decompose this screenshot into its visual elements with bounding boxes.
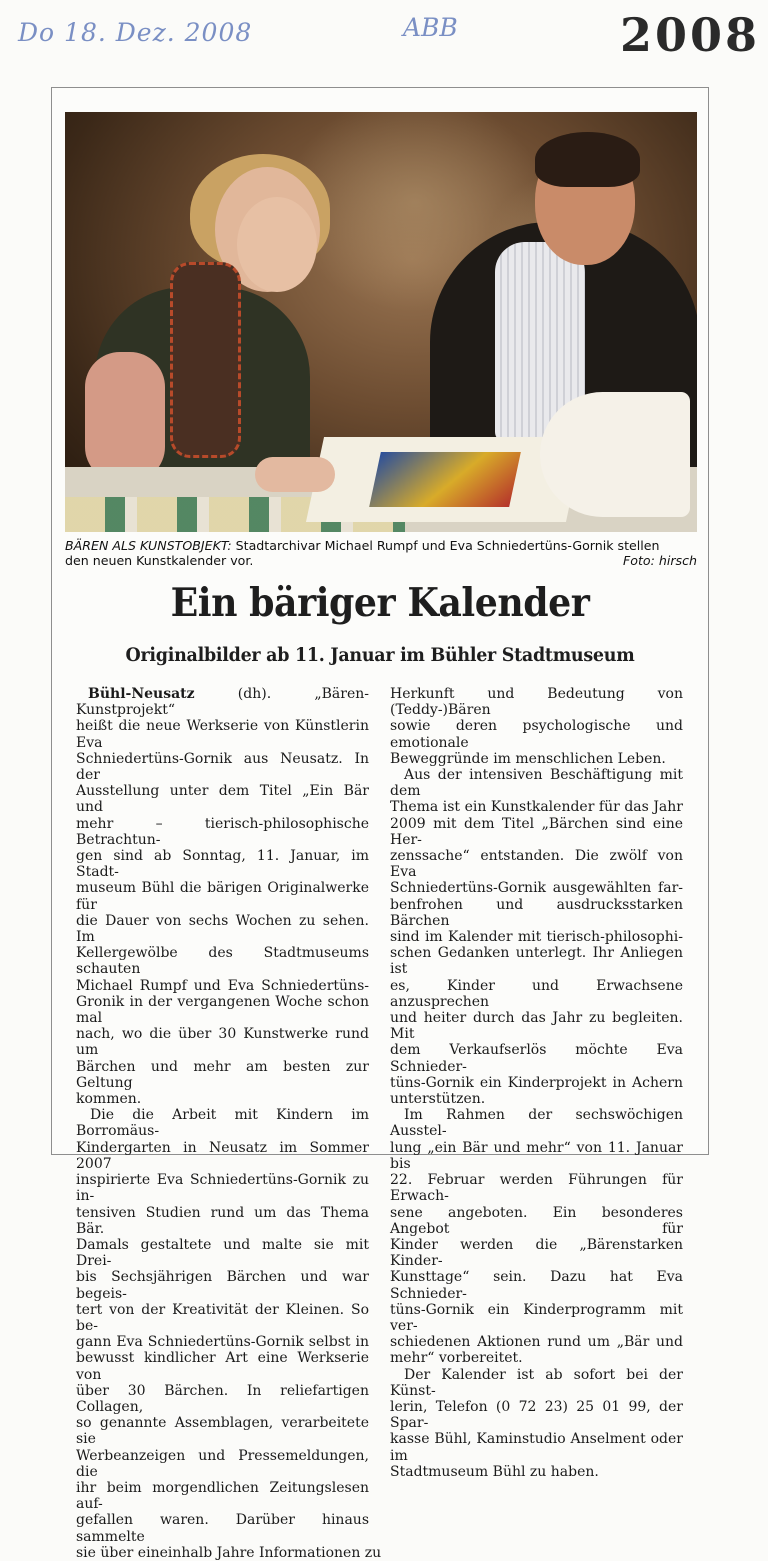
text-line: 2009 mit dem Titel „Bärchen sind eine Her-: [390, 815, 683, 848]
text-line: gann Eva Schniedertüns-Gornik selbst in: [76, 1334, 369, 1351]
text-line: Ausstellung unter dem Titel „Ein Bär und: [76, 783, 369, 816]
text-line: Aus der intensiven Beschäftigung mit dem: [390, 767, 683, 800]
text-line: Bärchen und mehr am besten zur Geltung: [76, 1058, 369, 1091]
text-line: mehr – tierisch-philosophische Betrachtun-: [76, 815, 369, 848]
text-line: und heiter durch das Jahr zu begleiten. Mit: [390, 1010, 683, 1043]
text-line: sie über eineinhalb Jahre Informationen zu: [76, 1544, 382, 1561]
text-line: unterstützen.: [390, 1091, 486, 1108]
text-line: benfrohen und ausdrucksstarken Bärchen: [390, 896, 683, 929]
article-column-left: [76, 686, 382, 1561]
text-line: museum Bühl die bärigen Originalwerke für: [76, 880, 369, 913]
text-line: Kellergewölbe des Stadtmuseums schauten: [76, 945, 369, 978]
text-line: schen Gedanken unterlegt. Ihr Anliegen ist: [390, 945, 683, 978]
text-line: Kindergarten in Neusatz im Sommer 2007: [76, 1139, 369, 1172]
text-line: kasse Bühl, Kaminstudio Anselment oder im: [390, 1431, 683, 1464]
text-line: Werbeanzeigen und Pressemeldungen, die: [76, 1447, 369, 1480]
text-line: Der Kalender ist ab sofort bei der Künst-: [390, 1366, 683, 1399]
text-line: Im Rahmen der sechswöchigen Ausstel-: [390, 1107, 683, 1140]
text-line: die Dauer von sechs Wochen zu sehen. Im: [76, 912, 369, 946]
text-line: 22. Februar werden Führungen für Erwach-: [390, 1172, 683, 1205]
text-line: Beweggründe im menschlichen Leben.: [390, 750, 666, 767]
text-line: Thema ist ein Kunstkalender für das Jahr: [390, 799, 683, 816]
article-photo: [65, 112, 697, 532]
text-line: Kinder werden die „Bärenstarken Kinder-: [390, 1236, 683, 1270]
article-subhead: Originalbilder ab 11. Januar im Bühler Stadtmuseum: [125, 644, 635, 666]
text-line: heißt die neue Werkserie von Künstlerin Eva: [76, 718, 369, 751]
text-line: Herkunft und Bedeutung von (Teddy-)Bären: [390, 686, 683, 719]
text-line: sind im Kalender mit tierisch-philosophi-: [390, 929, 683, 946]
text-line: sowie deren psychologische und emotionale: [390, 718, 683, 751]
photo-credit: Foto: hirsch: [623, 553, 697, 568]
handwritten-year: 2008: [620, 8, 761, 62]
handwritten-initials: ABB: [403, 13, 458, 42]
caption-lead: BÄREN ALS KUNSTOBJEKT:: [65, 538, 232, 553]
photo-caption: [65, 538, 697, 568]
text-line: schiedenen Aktionen rund um „Bär und: [390, 1334, 683, 1351]
text-line: bis Sechsjährigen Bärchen und war begeis-: [76, 1269, 369, 1302]
text-line: gefallen waren. Darüber hinaus sammelte: [76, 1512, 369, 1545]
text-line: gen sind ab Sonntag, 11. Januar, im Stadt-: [76, 848, 369, 881]
text-line: mehr“ vorbereitet.: [390, 1350, 523, 1367]
text-line: lerin, Telefon (0 72 23) 25 01 99, der Spar-: [390, 1398, 683, 1432]
text-line: inspirierte Eva Schniedertüns-Gornik zu in-: [76, 1172, 369, 1205]
text-line: tüns-Gornik ein Kinderprogramm mit ver-: [390, 1301, 683, 1334]
text-line: ihr beim morgendlichen Zeitungslesen auf-: [76, 1479, 369, 1513]
caption-text: Stadtarchivar Michael Rumpf und Eva Schniedertüns-Gornik stellen: [235, 538, 660, 553]
text-line: zenssache“ entstanden. Die zwölf von Eva: [390, 848, 683, 881]
text-line: tüns-Gornik ein Kinderprojekt in Achern: [390, 1074, 683, 1091]
text-line: lung „ein Bär und mehr“ von 11. Januar bis: [390, 1139, 683, 1172]
text-line: Schniedertüns-Gornik aus Neusatz. In der: [76, 750, 369, 784]
article-headline: Ein bäriger Kalender: [170, 580, 590, 626]
text-line: Kunsttage“ sein. Dazu hat Eva Schnieder-: [390, 1269, 683, 1302]
dateline: Bühl-Neusatz: [88, 686, 195, 702]
text-line: sene angeboten. Ein besonderes Angebot für: [390, 1204, 683, 1237]
text-line: Bühl-Neusatz (dh). „Bären-Kunstprojekt“: [76, 686, 369, 719]
text-line: dem Verkaufserlös möchte Eva Schnieder-: [390, 1042, 683, 1075]
text-line: Gronik in der vergangenen Woche schon mal: [76, 993, 369, 1027]
text-line: Stadtmuseum Bühl zu haben.: [390, 1463, 599, 1480]
handwritten-date: Do 18. Dez. 2008: [18, 18, 253, 47]
text-line: kommen.: [76, 1091, 142, 1108]
text-line: nach, wo die über 30 Kunstwerke rund um: [76, 1026, 369, 1059]
text-line: Schniedertüns-Gornik ausgewählten far-: [390, 880, 683, 897]
text-line: tensiven Studien rund um das Thema Bär.: [76, 1204, 369, 1237]
article-column-right: [390, 686, 683, 1480]
text-line: es, Kinder und Erwachsene anzusprechen: [390, 977, 683, 1010]
text-line: bewusst kindlicher Art eine Werkserie von: [76, 1350, 369, 1383]
text-line: so genannte Assemblagen, verarbeitete sie: [76, 1415, 369, 1448]
text-line: tert von der Kreativität der Kleinen. So be-: [76, 1301, 369, 1334]
caption-text-2: den neuen Kunstkalender vor.: [65, 553, 254, 568]
text-line: über 30 Bärchen. In reliefartigen Collagen,: [76, 1382, 369, 1415]
text-line: Michael Rumpf und Eva Schniedertüns-: [76, 977, 369, 994]
text-line: Die die Arbeit mit Kindern im Borromäus-: [76, 1107, 369, 1140]
newspaper-clipping: [51, 87, 709, 1561]
text-line: Damals gestaltete und malte sie mit Drei-: [76, 1236, 369, 1270]
